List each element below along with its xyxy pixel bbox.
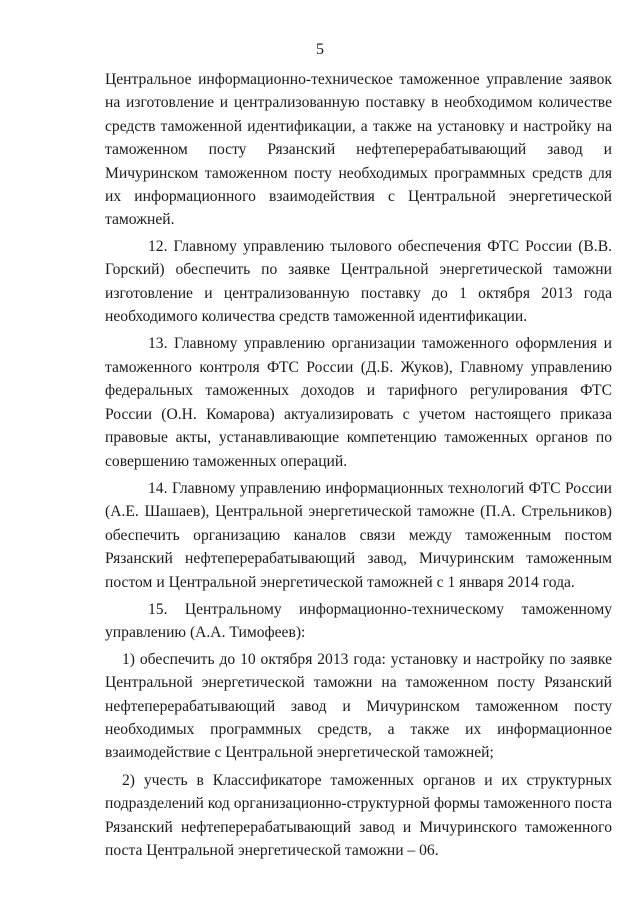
paragraph-item-14: 14. Главному управлению информационных технологий ФТС России (А.Е. Шашаев), Центральной энергетической таможне (П.А. Стрельников) обеспечить организацию каналов связи между таможенным постом Рязанский нефтеперерабатывающий завод, Мичуринским таможенным постом и Центральной энергетической таможней с 1 января 2014 года. <box>105 479 612 591</box>
paragraph-continuation: Центральное информационно-техническое таможенное управление заявок на изготовление и централизованную поставку в необходимом количестве средств таможенной идентификации, а также на установку и настройку на таможенном посту Рязанский нефтеперерабатывающий завод и Мичуринском таможенном посту необходимых программных средств для их информационного взаимодействия с Центральной энергетической таможней. <box>105 71 612 229</box>
subparagraph-2: 2) учесть в Классификаторе таможенных органов и их структурных подразделений код организационно-структурной формы таможенного поста Рязанский нефтеперерабатывающий завод и Мичуринского таможенного поста Центральной энергетической таможни – 06. <box>105 771 612 859</box>
paragraph-item-15: 15. Центральному информационно-техническому таможенному управлению (А.А. Тимофеев): <box>105 600 612 642</box>
page-number: 5 <box>316 41 324 58</box>
paragraph-item-13: 13. Главному управлению организации таможенного оформления и таможенного контроля ФТС России (Д.Б. Жуков), Главному управлению федеральных таможенных доходов и тарифного регулирования ФТС России (О.Н. Комарова) актуализировать с учетом настоящего приказа правовые акты, устанавливающие компетенцию таможенных органов по совершению таможенных операций. <box>105 335 612 470</box>
document-body <box>105 68 612 862</box>
subparagraph-1: 1) обеспечить до 10 октября 2013 года: установку и настройку по заявке Центральной энергетической таможни на таможенном посту Рязанский нефтеперерабатывающий завод и Мичуринском таможенном посту необходимых программных средств, а также их информационное взаимодействие с Центральной энергетической таможней; <box>105 650 612 762</box>
paragraph-item-12: 12. Главному управлению тылового обеспечения ФТС России (В.В. Горский) обеспечить по заявке Центральной энергетической таможни изготовление и централизованную поставку до 1 октября 2013 года необходимого количества средств таможенной идентификации. <box>105 237 612 326</box>
